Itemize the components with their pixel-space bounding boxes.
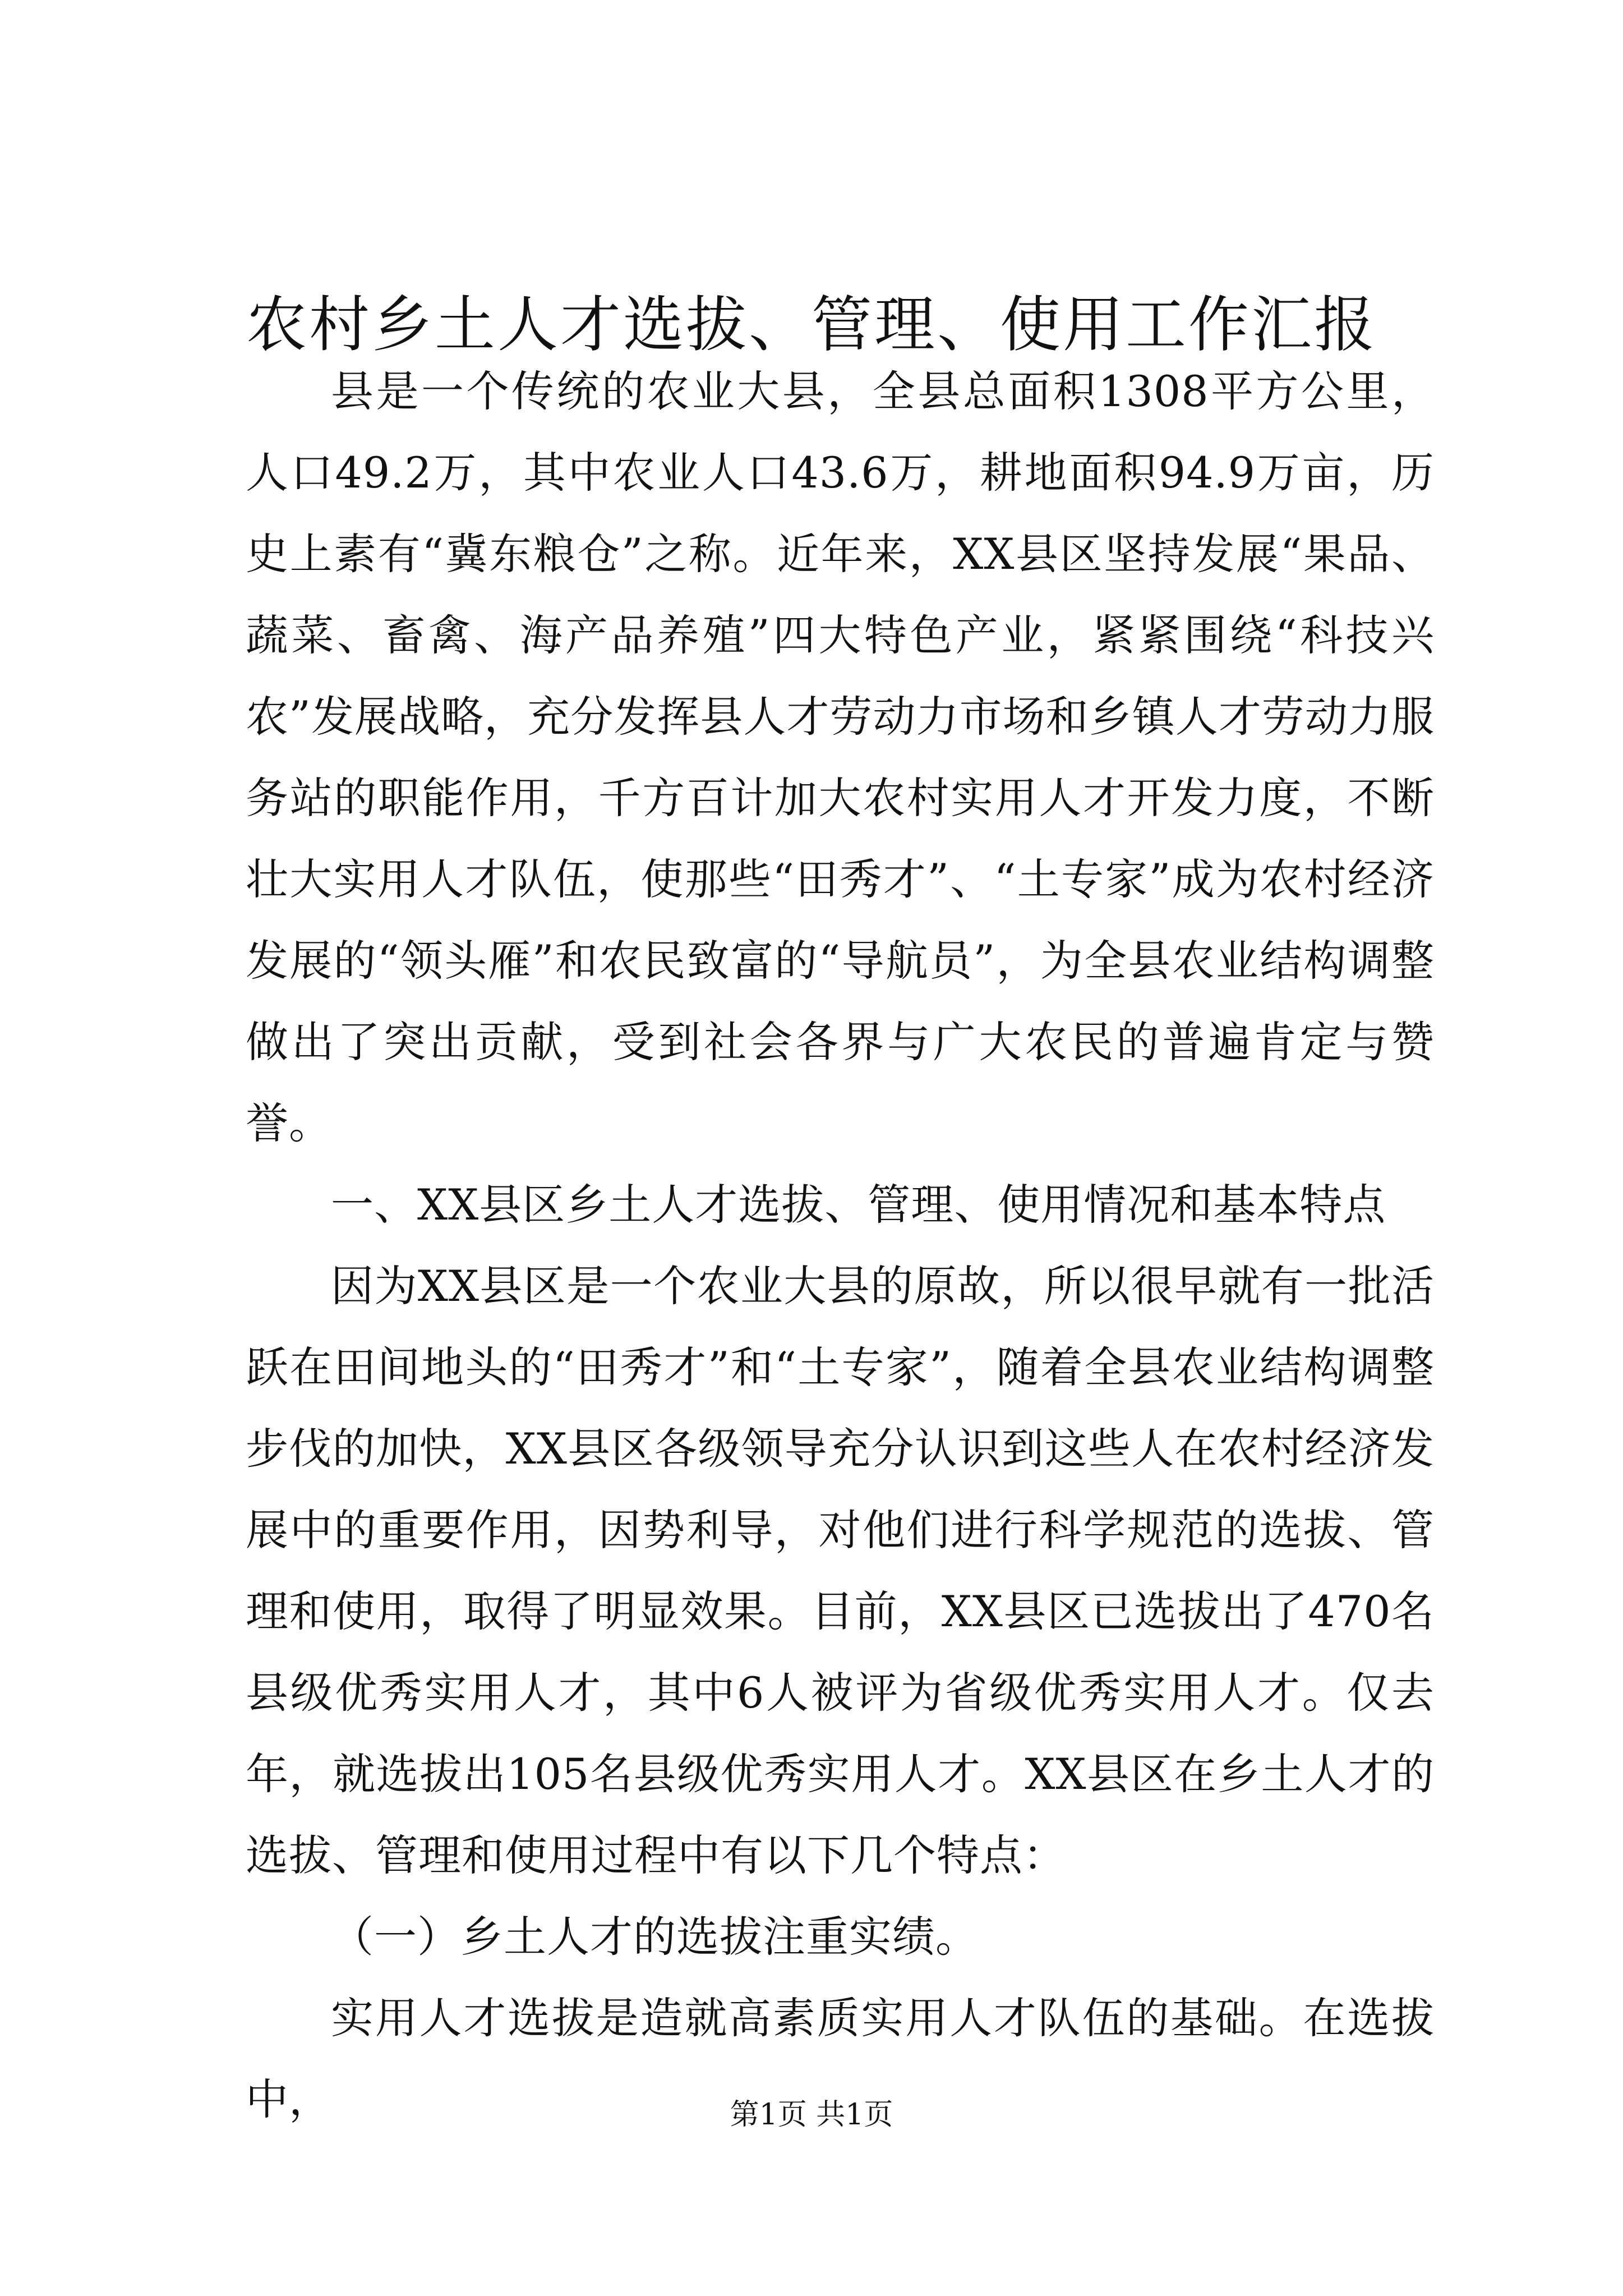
section-heading-1: 一、XX县区乡土人才选拔、管理、使用情况和基本特点 bbox=[331, 1180, 1386, 1230]
paragraph-subsection-1: 实用人才选拔是造就高素质实用人才队伍的基础。在选拔中， bbox=[246, 1993, 1435, 2124]
subsection-heading-1: （一）乡土人才的选拔注重实绩。 bbox=[331, 1912, 979, 1962]
page-footer: 第1页 共1页 bbox=[730, 2098, 893, 2132]
document-title: 农村乡土人才选拔、管理、使用工作汇报 bbox=[246, 290, 1377, 360]
paragraph-section-1: 因为XX县区是一个农业大县的原故，所以很早就有一批活跃在田间地头的“田秀才”和“土专家”，随着全县农业结构调整步伐的加快，XX县区各级领导充分认识到这些人在农村经济发展中的重要作用，因势利导，对他们进行科学规范的选拔、管理和使用，取得了明显效果。目前，XX县区已选拔出了470名县级优秀实用人才，其中6人被评为省级优秀实用人才。仅去年，就选拔出105名县级优秀实用人才。XX县区在乡土人才的选拔、管理和使用过程中有以下几个特点： bbox=[246, 1261, 1435, 1880]
document-body bbox=[246, 351, 1435, 2140]
paragraph-intro: 县是一个传统的农业大县，全县总面积1308平方公里，人口49.2万，其中农业人口43.6万，耕地面积94.9万亩，历史上素有“冀东粮仓”之称。近年来，XX县区坚持发展“果品、蔬菜、畜禽、海产品养殖”四大特色产业，紧紧围绕“科技兴农”发展战略，充分发挥县人才劳动力市场和乡镇人才劳动力服务站的职能作用，千方百计加大农村实用人才开发力度，不断壮大实用人才队伍，使那些“田秀才”、“土专家”成为农村经济发展的“领头雁”和农民致富的“导航员”，为全县农业结构调整做出了突出贡献，受到社会各界与广大农民的普遍肯定与赞誉。 bbox=[246, 366, 1435, 1148]
